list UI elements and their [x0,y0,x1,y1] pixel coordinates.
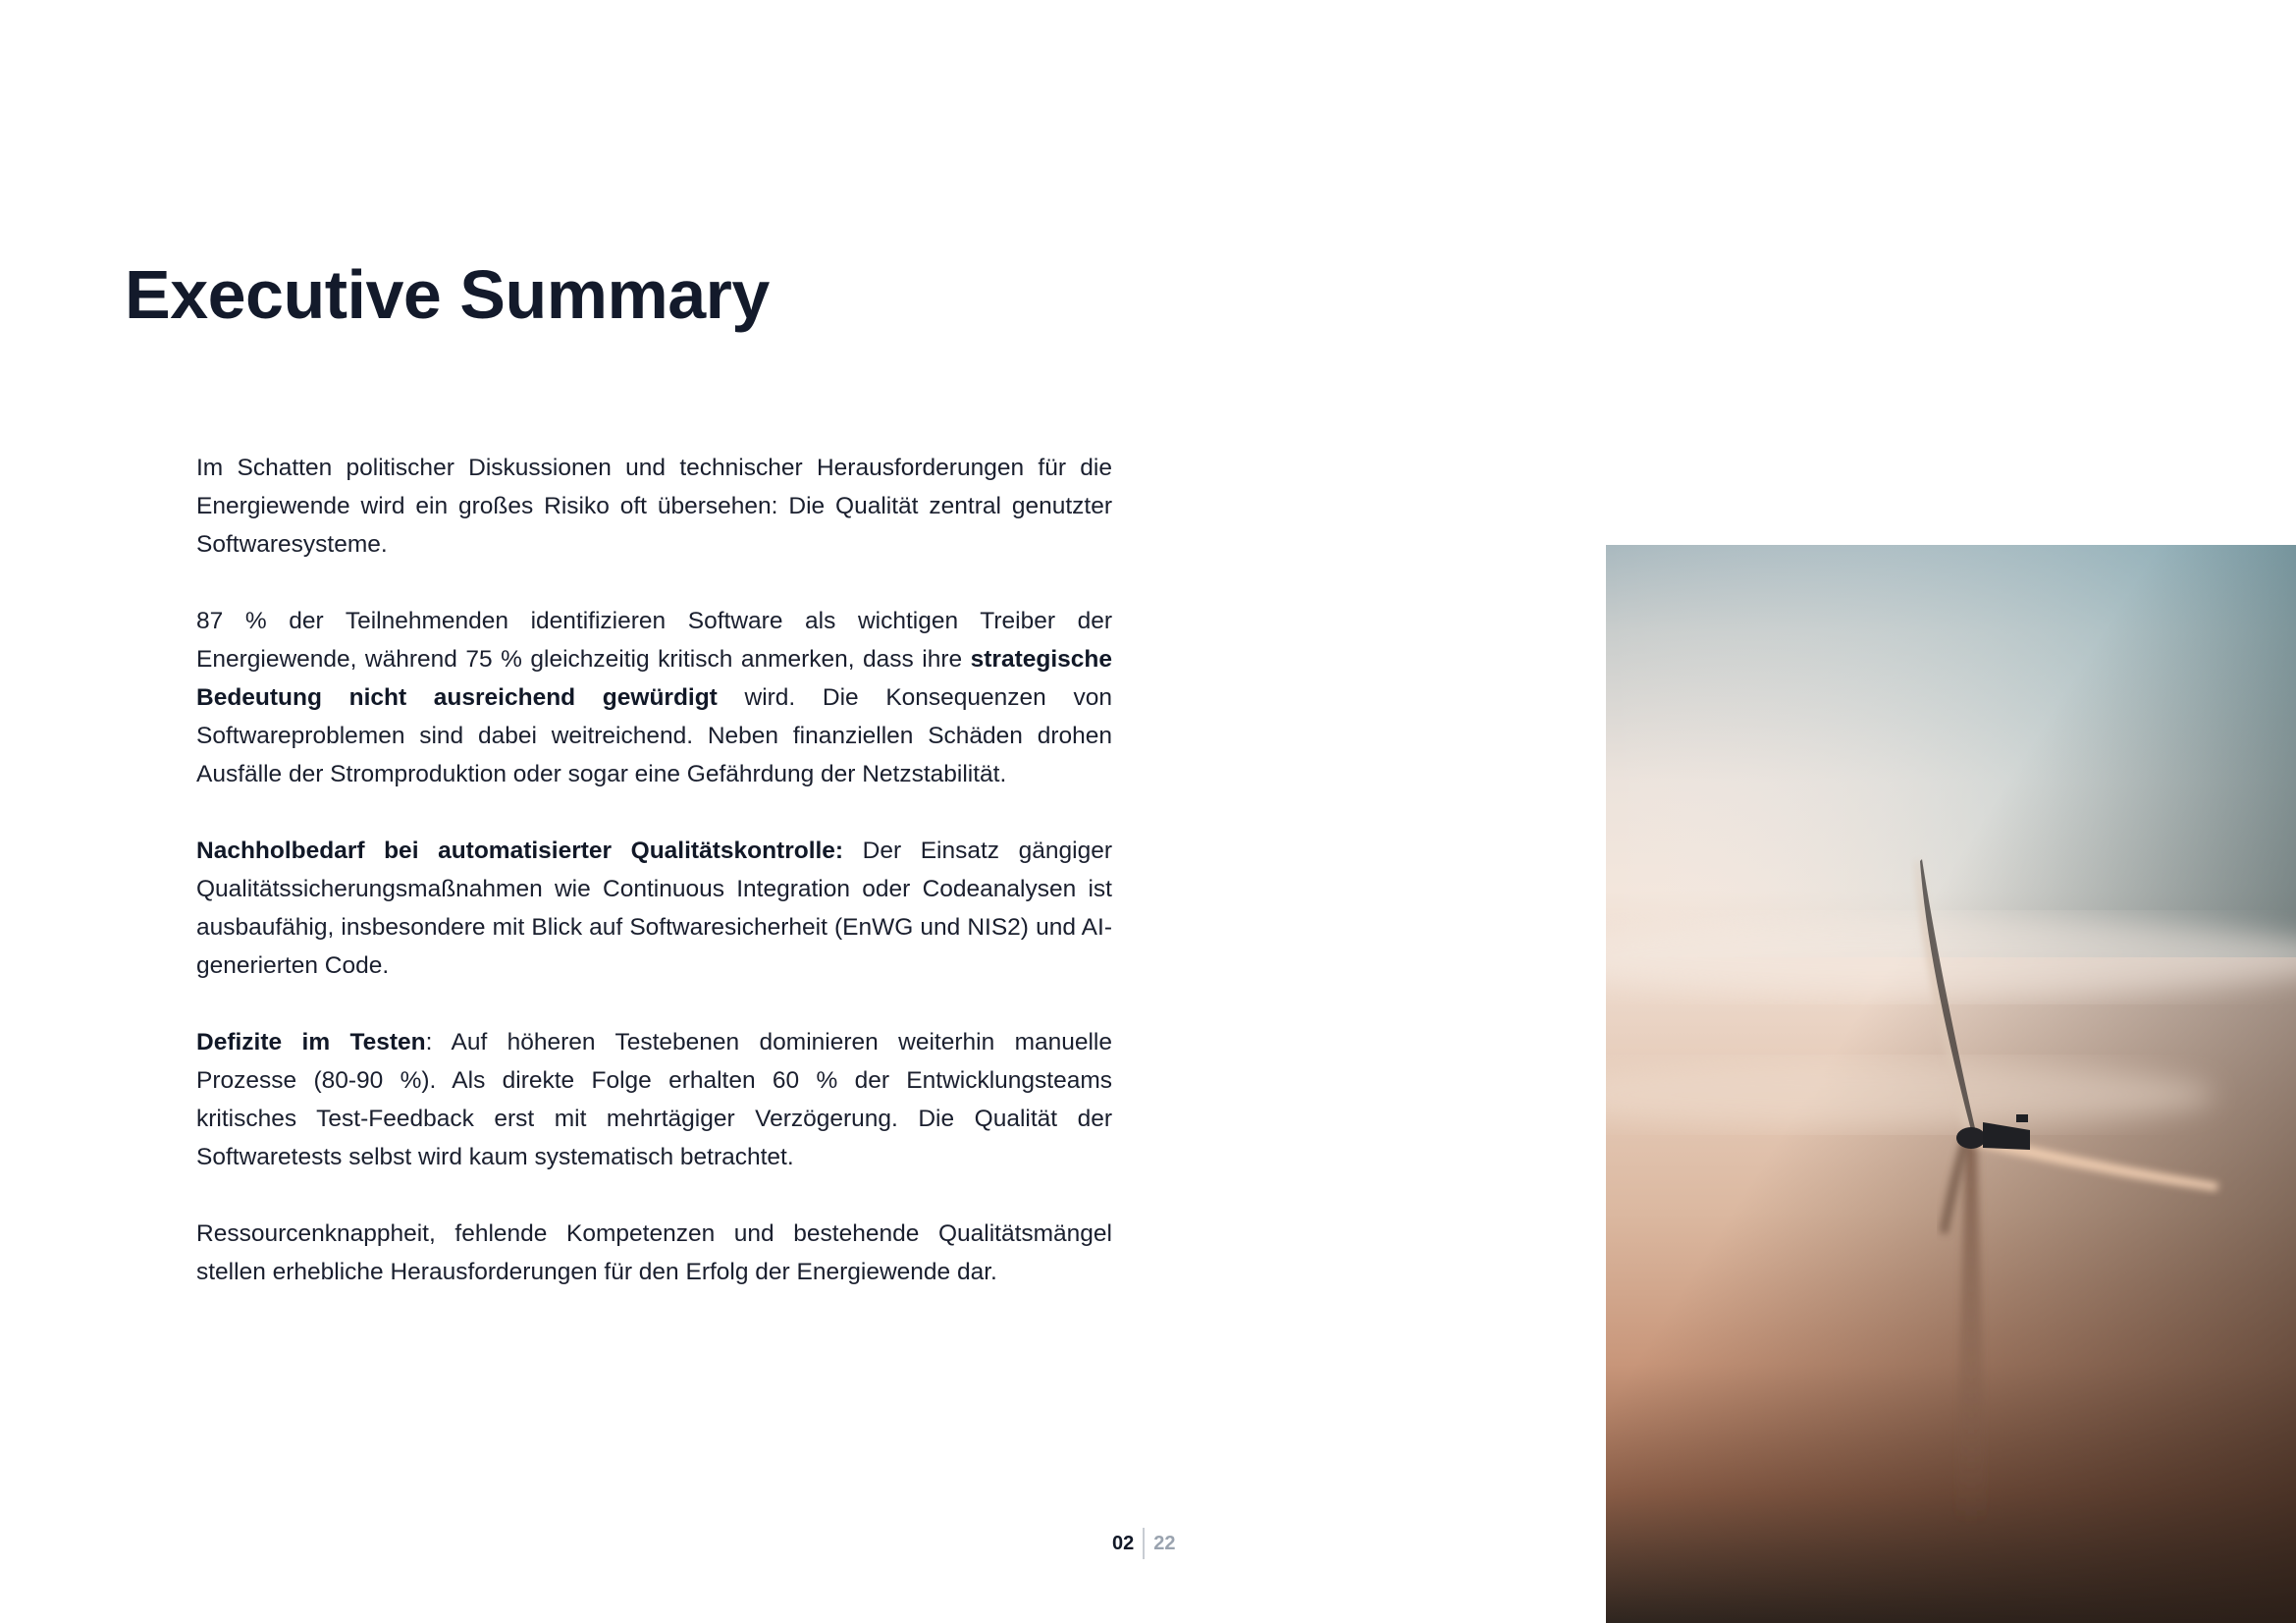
paragraph-software-driver-text-b: wird. Die Konsequenzen von Softwareproblemen sind dabei weitreichend. Neben finanziellen Schäden drohen Ausfälle der Stromproduktion oder sogar eine Gefährdung der Netzstabilität. [196,684,1112,787]
paragraph-quality-control [196,832,1112,985]
summary-body [196,449,1112,1291]
paragraph-conclusion-text: Ressourcenknappheit, fehlende Kompetenzen und bestehende Qualitätsmängel stellen erhebliche Herausforderungen für den Erfolg der Energiewende dar. [196,1220,1112,1285]
paragraph-conclusion [196,1215,1112,1291]
wind-turbine-photo [1606,545,2296,1623]
page-number [1112,1528,1176,1559]
paragraph-intro [196,449,1112,564]
paragraph-quality-control-heading: Nachholbedarf bei automatisierter Qualitätskontrolle: [196,838,844,864]
page-number-divider [1143,1528,1145,1559]
paragraph-testing [196,1023,1112,1176]
paragraph-software-driver-text-a: 87 % der Teilnehmenden identifizieren Software als wichtigen Treiber der Energiewende, während 75 % gleichzeitig kritisch anmerken, dass ihre [196,608,1112,673]
paragraph-testing-text: : Auf höheren Testebenen dominieren weiterhin manuelle Prozesse (80-90 %). Als direkte Folge erhalten 60 % der Entwicklungsteams kritisches Test-Feedback erst mit mehrtägiger Verzögerung. Die Qualität der Softwaretests selbst wird kaum systematisch betrachtet. [196,1029,1112,1170]
paragraph-software-driver [196,602,1112,793]
paragraph-quality-control-text: Der Einsatz gängiger Qualitätssicherungsmaßnahmen wie Continuous Integration oder Codeanalysen ist ausbaufähig, insbesondere mit Blick auf Softwaresicherheit (EnWG und NIS2) und AI-generierten Code. [196,838,1112,979]
page-total: 22 [1153,1532,1176,1554]
page-current: 02 [1112,1532,1135,1554]
paragraph-testing-heading: Defizite im Testen [196,1029,426,1055]
paragraph-software-driver-emphasis: strategische Bedeutung nicht ausreichend gewürdigt [196,646,1112,711]
paragraph-intro-text: Im Schatten politischer Diskussionen und technischer Herausforderungen für die Energiewende wird ein großes Risiko oft übersehen: Die Qualität zentral genutzter Softwaresysteme. [196,455,1112,558]
page-title: Executive Summary [125,256,770,333]
